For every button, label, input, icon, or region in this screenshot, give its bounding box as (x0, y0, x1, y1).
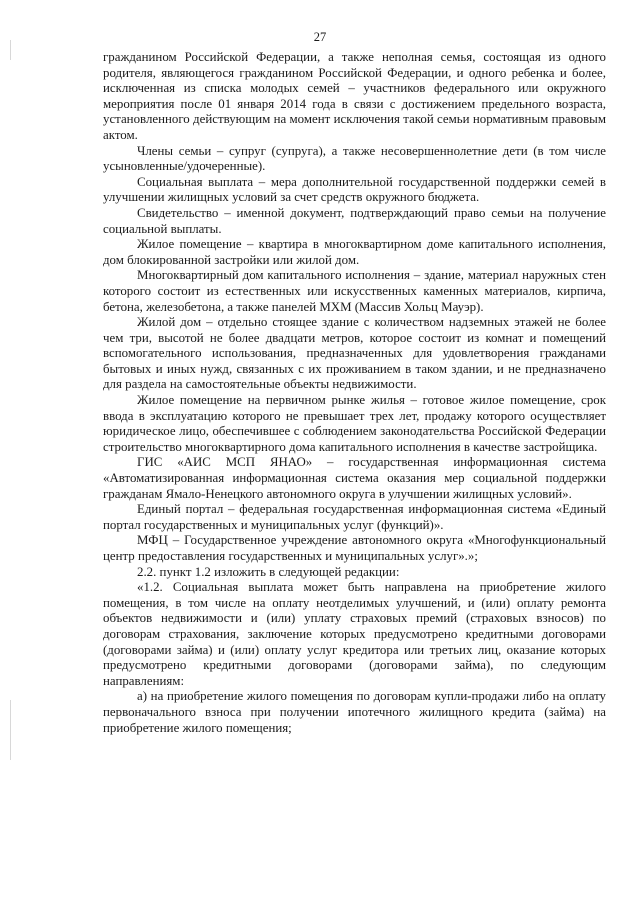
paragraph-amendment-2-2: 2.2. пункт 1.2 изложить в следующей редакции: (137, 564, 400, 579)
document-body (103, 50, 606, 736)
paragraph-living-premises: Жилое помещение – квартира в многоквартирном доме капитального исполнения, дом блокированной застройки или жилой дом. (103, 237, 606, 267)
paragraph-clause-1-2: «1.2. Социальная выплата может быть направлена на приобретение жилого помещения, в том числе на оплату неотделимых улучшений, и (или) оплату ремонта объектов недвижимости и (или) уплату страховых премий (страховых взносов) по договорам страхования, заключение которых предусмотрено кредитными договорами (договорами займа) и (или) оплату услуг кредитора или третьих лиц, оказание которых предусмотрено кредитными договорами (договорами займа), по следующим направлениям: (103, 580, 606, 688)
paragraph-certificate: Свидетельство – именной документ, подтверждающий право семьи на получение социальной выплаты. (103, 205, 606, 236)
paragraph-apartment-building: Многоквартирный дом капитального исполнения – здание, материал наружных стен которого состоит из естественных или искусственных каменных материалов, кирпича, бетона, железобетона, а также панелей МХМ (Массив Хольц Мауэр). (103, 268, 606, 314)
paragraph-unified-portal: Единый портал – федеральная государственная информационная система «Единый портал государственных и муниципальных услуг (функций)». (103, 502, 606, 532)
paragraph-social-payment: Социальная выплата – мера дополнительной государственной поддержки семей в улучшении жилищных условий за счет средств окружного бюджета. (103, 174, 606, 205)
paragraph-residential-house: Жилой дом – отдельно стоящее здание с количеством надземных этажей не более чем три, высотой не более двадцати метров, которое состоит из комнат и помещений вспомогательного использования, предназначенных для удовлетворения гражданами бытовых и иных нужд, связанных с их проживанием в таком здании, и не предназначено для раздела на самостоятельные объекты недвижимости. (103, 315, 606, 392)
paragraph-family-definition-continued: гражданином Российской Федерации, а также неполная семья, состоящая из одного родителя, являющегося гражданином Российской Федерации, и одного ребенка и более, исключенная из списка молодых семей – участников федерального или окружного мероприятия после 01 января 2014 года в связи с достижением предельного возраста, установленного действующим на момент исключения такой семьи нормативным правовым актом. (103, 50, 606, 142)
paragraph-family-members: Члены семьи – супруг (супруга), а также несовершеннолетние дети (в том числе усыновленные/удочеренные). (103, 143, 606, 174)
paragraph-primary-market: Жилое помещение на первичном рынке жилья – готовое жилое помещение, срок ввода в эксплуатацию которого не превышает трех лет, продажу которого осуществляет юридическое лицо, обеспечившее с соблюдением законодательства Российской Федерации строительство многоквартирного дома капитального исполнения в качестве застройщика. (103, 393, 606, 454)
scan-edge-mark (10, 700, 11, 760)
paragraph-subclause-a: а) на приобретение жилого помещения по договорам купли-продажи либо на оплату первоначального взноса при получении ипотечного жилищного кредита (займа) на приобретение жилого помещения; (103, 689, 606, 735)
paragraph-mfc: МФЦ – Государственное учреждение автономного округа «Многофункциональный центр предоставления государственных и муниципальных услуг».»; (103, 533, 606, 563)
paragraph-gis-ais: ГИС «АИС МСП ЯНАО» – государственная информационная система «Автоматизированная информационная система оказания мер социальной поддержки гражданам Ямало-Ненецкого автономного округа в улучшении жилищных условий». (103, 455, 606, 501)
page-number: 27 (313, 30, 327, 44)
